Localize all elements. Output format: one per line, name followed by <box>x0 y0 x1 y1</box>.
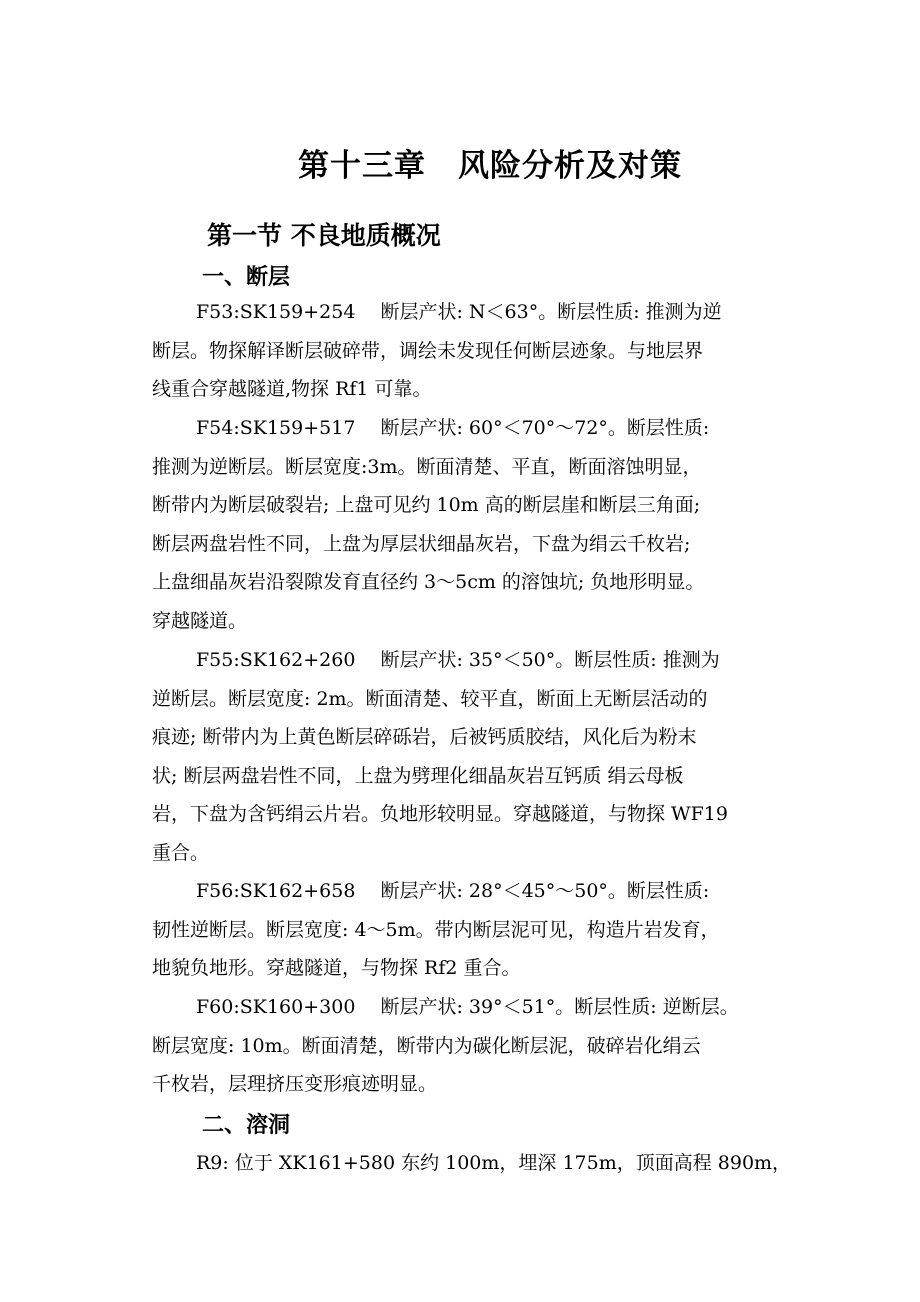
text-line: F60:SK160+300 断层产状: 39°＜51°。断层性质: 逆断层。 <box>196 996 739 1018</box>
text-line: 重合。 <box>152 841 210 864</box>
text-line: 线重合穿越隧道,物探 Rf1 可靠。 <box>152 378 432 401</box>
text-line: 穿越隧道。 <box>152 609 248 632</box>
text-line: 千枚岩，层理挤压变形痕迹明显。 <box>152 1073 438 1096</box>
text-line: 断带内为断层破裂岩; 上盘可见约 10m 高的断层崖和断层三角面; <box>152 494 701 517</box>
text-line: F55:SK162+260 断层产状: 35°＜50°。断层性质: 推测为 <box>196 649 720 671</box>
text-line: 推测为逆断层。断层宽度:3m。断面清楚、平直，断面溶蚀明显， <box>152 455 702 478</box>
paragraph-f60 <box>152 988 792 1104</box>
text-line: F54:SK159+517 断层产状: 60°＜70°～72°。断层性质: <box>196 417 710 439</box>
paragraph-f56 <box>152 872 792 988</box>
chapter-title: 第十三章 风险分析及对策 <box>298 148 682 184</box>
text-line: 岩，下盘为含钙绢云片岩。负地形较明显。穿越隧道，与物探 WF19 <box>152 803 728 826</box>
text-line: 断层宽度: 10m。断面清楚，断带内为碳化断层泥，破碎岩化绢云 <box>152 1034 701 1057</box>
section-title: 第一节 不良地质概况 <box>207 221 441 250</box>
text-line: F56:SK162+658 断层产状: 28°＜45°～50°。断层性质: <box>196 880 710 902</box>
text-line: F53:SK159+254 断层产状: N＜63°。断层性质: 推测为逆 <box>196 301 722 323</box>
text-line: 韧性逆断层。断层宽度: 4～5m。带内断层泥可见，构造片岩发育， <box>152 918 720 941</box>
text-line: 断层。物探解译断层破碎带，调绘未发现任何断层迹象。与地层界 <box>152 339 704 362</box>
text-line: 断层两盘岩性不同，上盘为厚层状细晶灰岩，下盘为绢云千枚岩; <box>152 532 691 555</box>
text-line: R9: 位于 XK161+580 东约 100m，埋深 175m，顶面高程 890m， <box>196 1152 792 1174</box>
text-line: 逆断层。断层宽度: 2m。断面清楚、较平直，断面上无断层活动的 <box>152 687 708 710</box>
paragraph-f54 <box>152 409 792 641</box>
text-line: 痕迹; 断带内为上黄色断层碎砾岩，后被钙质胶结，风化后为粉末 <box>152 726 697 749</box>
text-line: 上盘细晶灰岩沿裂隙发育直径约 3～5cm 的溶蚀坑; 负地形明显。 <box>152 571 705 594</box>
paragraph-f55 <box>152 641 792 873</box>
subsection-heading-faults: 一、断层 <box>202 265 291 290</box>
text-line: 地貌负地形。穿越隧道，与物探 Rf2 重合。 <box>152 957 521 980</box>
paragraph-f53 <box>152 293 792 409</box>
text-line: 状; 断层两盘岩性不同，上盘为劈理化细晶灰岩互钙质 绢云母板 <box>152 764 684 787</box>
paragraph-r9 <box>152 1144 792 1183</box>
subsection-heading-karst-caves: 二、溶洞 <box>202 1113 291 1138</box>
